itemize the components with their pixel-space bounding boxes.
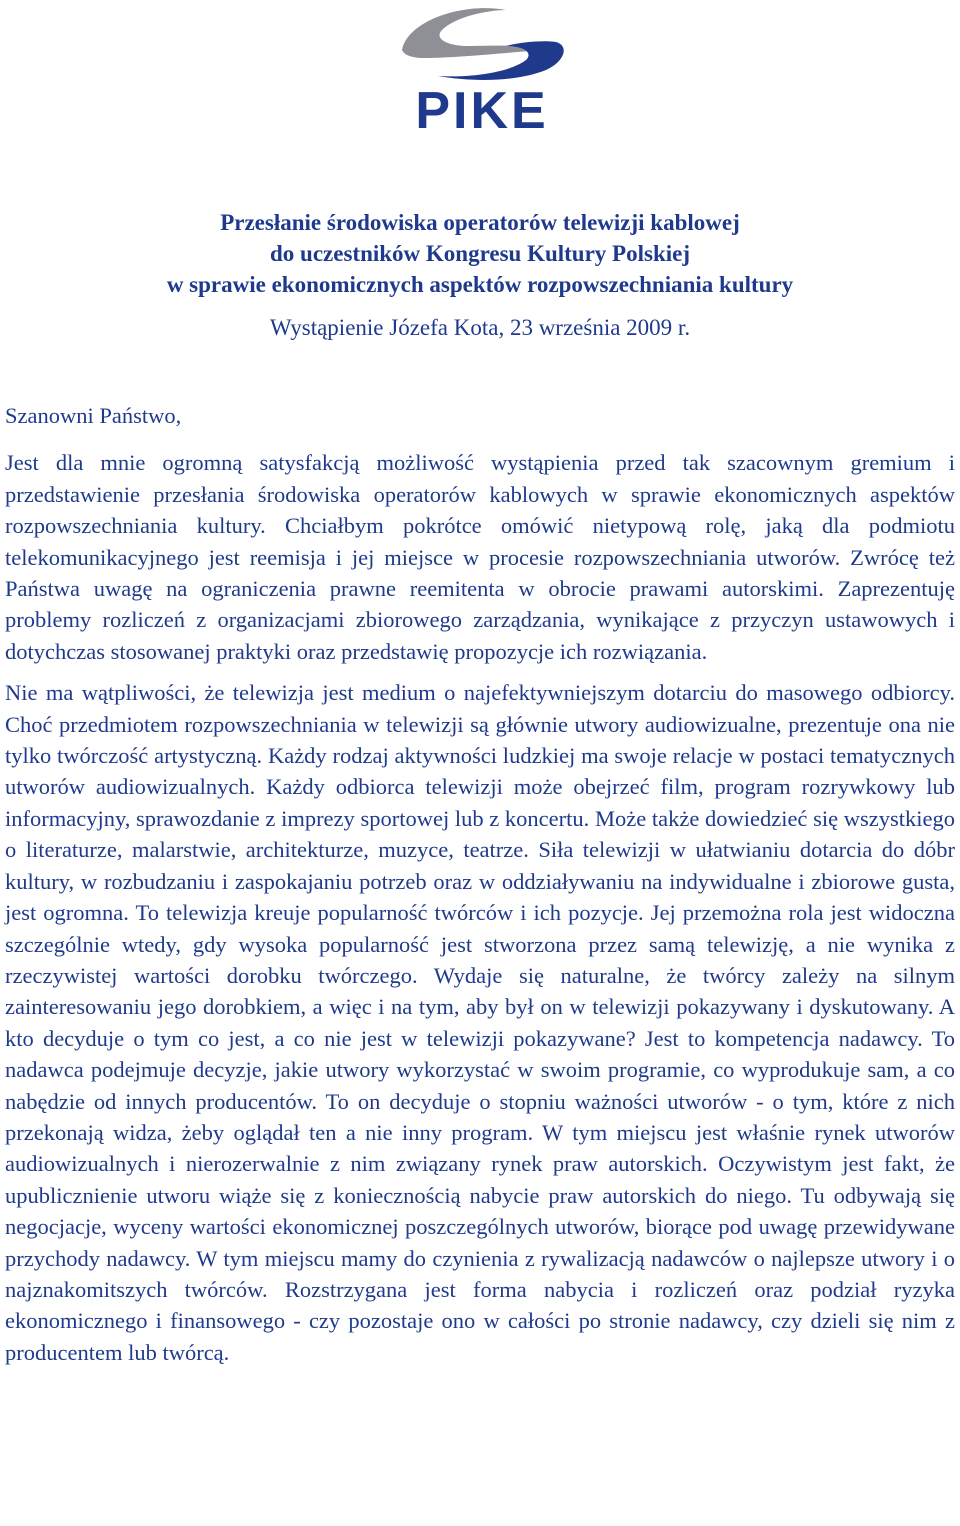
paragraph-1: Jest dla mnie ogromną satysfakcją możliwość wystąpienia przed tak szacownym gremium i przedstawienie przesłania środowiska operatorów kablowych w sprawie ekonomicznych aspektów rozpowszechniania kultury. Chciałbym pokrótce omówić nietypową rolę, jaką dla podmiotu telekomunikacyjnego jest reemisja i jej miejsce w procesie rozpowszechniania utworów. Zwrócę też Państwa uwagę na ograniczenia prawne reemitenta w obrocie prawami autorskimi. Zaprezentuję problemy rozliczeń z organizacjami zbiorowego zarządzania, wynikające z przyczyn ustawowych i dotychczas stosowanej praktyki oraz przedstawię propozycje ich rozwiązania. <box>5 450 955 664</box>
paragraph-2: Nie ma wątpliwości, że telewizja jest medium o najefektywniejszym dotarciu do masowego odbiorcy. Choć przedmiotem rozpowszechniania w telewizji są głównie utwory audiowizualne, prezentuje ona nie tylko twórczość artystyczną. Każdy rodzaj aktywności ludzkiej ma swoje relacje w postaci tematycznych utworów audiowizualnych. Każdy odbiorca telewizji może obejrzeć film, program rozrywkowy lub informacyjny, sprawozdanie z imprezy sportowej lub z koncertu. Może także dowiedzieć się wszystkiego o literaturze, malarstwie, architekturze, muzyce, teatrze. Siła telewizji w ułatwianiu dotarcia do dóbr kultury, w rozbudzaniu i zaspokajaniu potrzeb oraz w oddziaływaniu na indywidualne i zbiorowe gusta, jest ogromna. To telewizja kreuje popularność twórców i ich pozycje. Jej przemożna rola jest widoczna szczególnie wtedy, gdy wysoka popularność jest stworzona przez samą telewizję, a nie wynika z rzeczywistej wartości dorobku twórczego. Wydaje się naturalne, że twórcy zależy na silnym zainteresowaniu jego dorobkiem, a więc i na tym, aby był on w telewizji pokazywany i dyskutowany. A kto decyduje o tym co jest, a co nie jest w telewizji pokazywane? Jest to kompetencja nadawcy. To nadawca podejmuje decyzje, jakie utwory wykorzystać w swoim programie, co wyprodukuje sam, a co nabędzie od innych producentów. To on decyduje o stopniu ważności utworów - o tym, które z nich przekonają widza, żeby oglądał ten a nie inny program. W tym miejscu jest właśnie rynek utworów audiowizualnych i nierozerwalnie z nim związany rynek praw autorskich. Oczywistym jest fakt, że upublicznienie utworu wiąże się z koniecznością nabycie praw autorskich do niego. Tu odbywają się negocjacje, wyceny wartości ekonomicznej poszczególnych utworów, biorące pod uwagę przewidywane przychody nadawcy. W tym miejscu mamy do czynienia z rywalizacją nadawców o najlepsze utwory i o najznakomitszych twórców. Rozstrzygana jest forma nabycia i rozliczeń oraz podział ryzyka ekonomicznego i finansowego - czy pozostaje ono w całości po stronie nadawcy, czy dzieli się nim z producentem lub twórcą. <box>5 680 955 1365</box>
title-line-1: Przesłanie środowiska operatorów telewizji kablowej <box>220 210 740 235</box>
document-subtitle: Wystąpienie Józefa Kota, 23 września 2009 r. <box>269 315 691 340</box>
greeting: Szanowni Państwo, <box>5 403 182 428</box>
document-body <box>5 400 955 1378</box>
document-title <box>0 207 960 300</box>
title-line-2: do uczestników Kongresu Kultury Polskiej <box>270 241 690 266</box>
title-line-3: w sprawie ekonomicznych aspektów rozpowszechniania kultury <box>166 272 794 297</box>
pike-logo-icon <box>394 2 570 132</box>
pike-logo <box>394 2 570 132</box>
logo-text: PIKE <box>415 82 549 132</box>
